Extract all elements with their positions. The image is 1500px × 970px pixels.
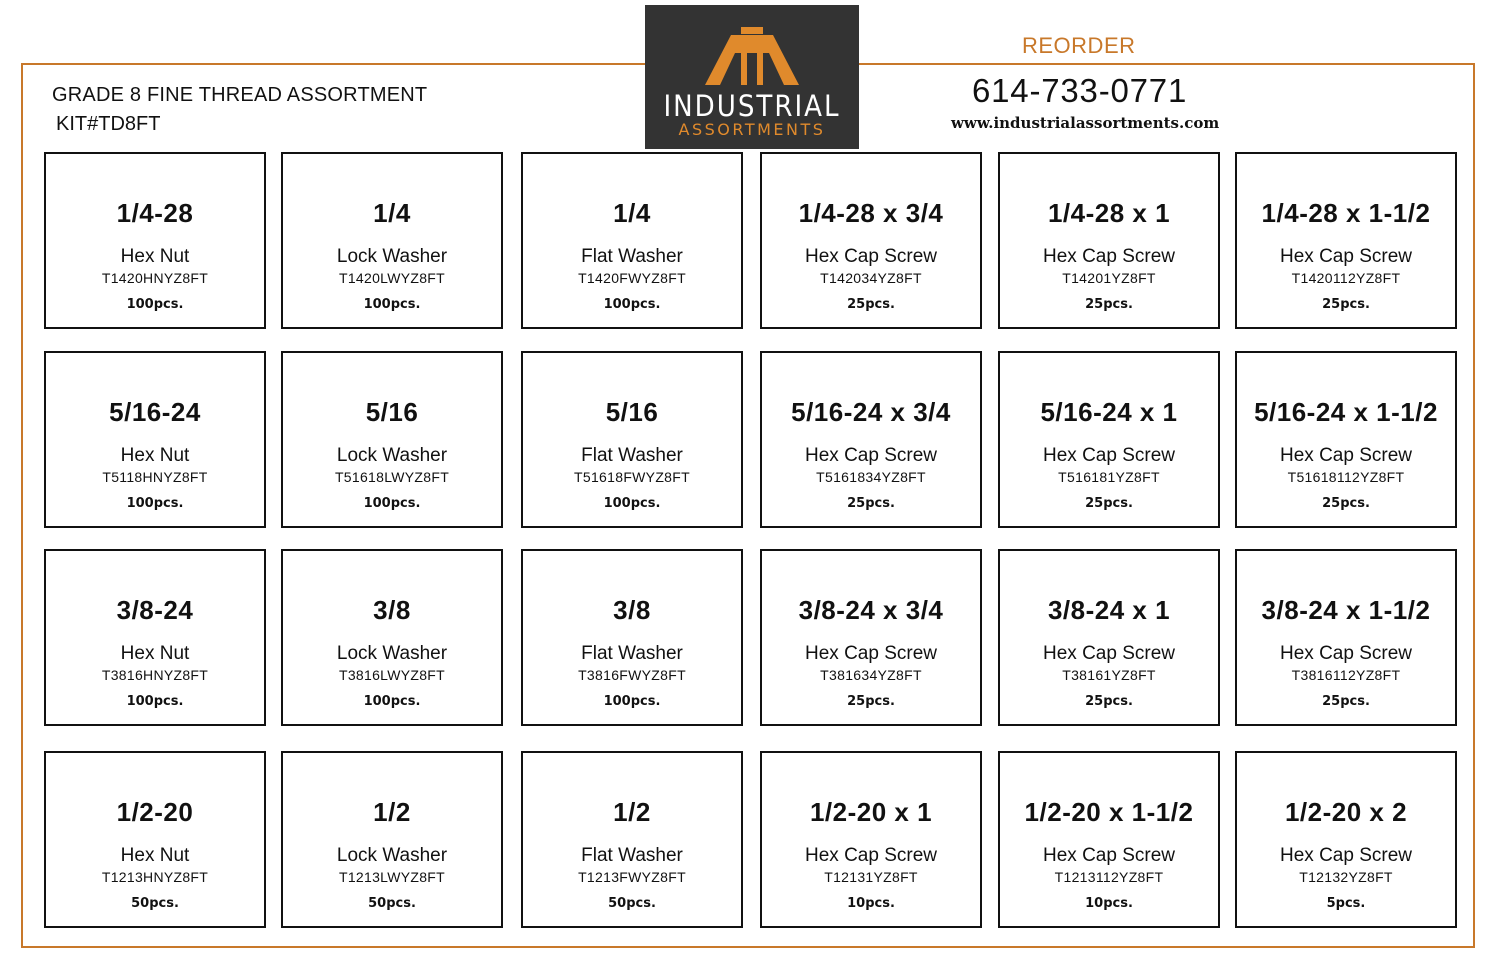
part-quantity: 25pcs. — [847, 297, 895, 312]
part-card — [44, 751, 266, 928]
part-size: 5/16-24 x 1 — [1040, 397, 1178, 427]
part-size: 1/2-20 x 1-1/2 — [1024, 797, 1194, 827]
part-quantity: 100pcs. — [363, 496, 421, 511]
part-type: Flat Washer — [581, 246, 683, 267]
part-type: Hex Cap Screw — [805, 845, 937, 866]
part-size: 5/16-24 x 3/4 — [791, 397, 951, 427]
part-quantity: 25pcs. — [1322, 297, 1370, 312]
part-size: 1/2-20 x 1 — [809, 797, 933, 827]
part-card — [998, 152, 1220, 329]
part-sku: T3816112YZ8FT — [1291, 667, 1401, 683]
part-sku: T1420HNYZ8FT — [101, 270, 209, 286]
part-type: Hex Cap Screw — [1043, 246, 1175, 267]
part-card — [1235, 351, 1457, 528]
part-card — [998, 549, 1220, 726]
part-card — [281, 751, 503, 928]
part-quantity: 100pcs. — [126, 496, 184, 511]
part-size: 1/2 — [613, 797, 651, 827]
part-quantity: 25pcs. — [1085, 496, 1133, 511]
part-card — [281, 152, 503, 329]
part-type: Hex Cap Screw — [1043, 845, 1175, 866]
part-size: 1/4 — [373, 198, 411, 228]
part-sku: T516181YZ8FT — [1058, 469, 1160, 485]
part-quantity: 25pcs. — [847, 496, 895, 511]
part-quantity: 100pcs. — [126, 297, 184, 312]
part-sku: T5161834YZ8FT — [816, 469, 926, 485]
part-sku: T12131YZ8FT — [824, 869, 918, 885]
part-quantity: 5pcs. — [1326, 896, 1366, 911]
part-type: Hex Cap Screw — [1043, 643, 1175, 664]
part-sku: T1420LWYZ8FT — [338, 270, 446, 286]
part-card — [521, 351, 743, 528]
part-type: Hex Cap Screw — [805, 643, 937, 664]
part-quantity: 100pcs. — [363, 297, 421, 312]
website-link[interactable]: www.industrialassortments.com — [951, 114, 1220, 132]
part-type: Hex Nut — [120, 845, 190, 866]
part-sku: T12132YZ8FT — [1299, 869, 1393, 885]
part-type: Flat Washer — [581, 643, 683, 664]
company-logo — [645, 5, 859, 149]
part-sku: T51618FWYZ8FT — [574, 469, 690, 485]
part-card — [760, 152, 982, 329]
part-card — [521, 152, 743, 329]
part-sku: T1213112YZ8FT — [1054, 869, 1164, 885]
part-size: 3/8-24 x 1 — [1047, 595, 1171, 625]
part-size: 1/2-20 — [116, 797, 194, 827]
part-card — [760, 751, 982, 928]
part-card — [44, 549, 266, 726]
part-size: 1/4-28 — [116, 198, 194, 228]
part-type: Lock Washer — [336, 643, 448, 664]
part-size: 5/16-24 — [109, 397, 201, 427]
part-type: Hex Nut — [120, 643, 190, 664]
part-quantity: 25pcs. — [1085, 694, 1133, 709]
part-type: Hex Nut — [120, 246, 190, 267]
part-quantity: 25pcs. — [1322, 496, 1370, 511]
part-type: Hex Cap Screw — [1280, 445, 1412, 466]
part-size: 3/8 — [373, 595, 411, 625]
part-quantity: 100pcs. — [603, 496, 661, 511]
part-type: Lock Washer — [336, 246, 448, 267]
part-quantity: 50pcs. — [368, 896, 416, 911]
page-title: GRADE 8 FINE THREAD ASSORTMENT — [52, 84, 428, 106]
part-type: Hex Cap Screw — [1043, 445, 1175, 466]
reorder-label: REORDER — [1022, 33, 1136, 58]
part-sku: T51618LWYZ8FT — [334, 469, 450, 485]
part-card — [1235, 152, 1457, 329]
part-size: 5/16 — [605, 397, 659, 427]
part-quantity: 50pcs. — [608, 896, 656, 911]
part-card — [521, 549, 743, 726]
part-sku: T1420112YZ8FT — [1291, 270, 1401, 286]
part-sku: T5118HNYZ8FT — [102, 469, 208, 485]
part-size: 3/8 — [613, 595, 651, 625]
part-card — [998, 751, 1220, 928]
part-card — [1235, 751, 1457, 928]
part-quantity: 10pcs. — [847, 896, 895, 911]
part-quantity: 100pcs. — [363, 694, 421, 709]
part-card — [44, 351, 266, 528]
part-card — [521, 751, 743, 928]
part-quantity: 50pcs. — [131, 896, 179, 911]
part-quantity: 100pcs. — [603, 694, 661, 709]
part-size: 1/4-28 x 1 — [1047, 198, 1171, 228]
part-type: Hex Cap Screw — [805, 246, 937, 267]
part-type: Hex Cap Screw — [1280, 643, 1412, 664]
part-type: Hex Cap Screw — [805, 445, 937, 466]
part-type: Lock Washer — [336, 445, 448, 466]
part-size: 1/4-28 x 3/4 — [798, 198, 944, 228]
part-card — [281, 351, 503, 528]
phone-number[interactable]: 614-733-0771 — [972, 72, 1188, 109]
logo-line-1: INDUSTRIAL — [663, 89, 841, 123]
part-type: Lock Washer — [336, 845, 448, 866]
part-sku: T51618112YZ8FT — [1287, 469, 1405, 485]
part-type: Flat Washer — [581, 845, 683, 866]
part-card — [281, 549, 503, 726]
part-card — [760, 351, 982, 528]
part-quantity: 100pcs. — [603, 297, 661, 312]
part-sku: T3816HNYZ8FT — [101, 667, 209, 683]
part-size: 1/2-20 x 2 — [1284, 797, 1408, 827]
part-size: 3/8-24 x 3/4 — [798, 595, 944, 625]
part-type: Hex Nut — [120, 445, 190, 466]
part-size: 3/8-24 — [116, 595, 194, 625]
part-sku: T1420FWYZ8FT — [578, 270, 686, 286]
part-sku: T38161YZ8FT — [1062, 667, 1156, 683]
part-size: 1/2 — [373, 797, 411, 827]
part-card — [998, 351, 1220, 528]
part-sku: T3816LWYZ8FT — [338, 667, 446, 683]
part-size: 5/16 — [365, 397, 419, 427]
part-sku: T1213LWYZ8FT — [338, 869, 446, 885]
part-card — [1235, 549, 1457, 726]
part-sku: T1213HNYZ8FT — [101, 869, 209, 885]
part-quantity: 100pcs. — [126, 694, 184, 709]
part-size: 1/4-28 x 1-1/2 — [1261, 198, 1431, 228]
part-quantity: 25pcs. — [1085, 297, 1133, 312]
part-quantity: 25pcs. — [1322, 694, 1370, 709]
part-size: 1/4 — [613, 198, 651, 228]
part-sku: T1213FWYZ8FT — [578, 869, 686, 885]
logo-line-2: ASSORTMENTS — [678, 120, 826, 139]
part-sku: T381634YZ8FT — [820, 667, 922, 683]
kit-number: KIT#TD8FT — [56, 113, 161, 135]
part-sku: T3816FWYZ8FT — [578, 667, 686, 683]
part-size: 3/8-24 x 1-1/2 — [1261, 595, 1431, 625]
part-type: Flat Washer — [581, 445, 683, 466]
part-quantity: 10pcs. — [1085, 896, 1133, 911]
part-card — [760, 549, 982, 726]
part-card — [44, 152, 266, 329]
part-sku: T142034YZ8FT — [820, 270, 922, 286]
part-quantity: 25pcs. — [847, 694, 895, 709]
part-type: Hex Cap Screw — [1280, 845, 1412, 866]
part-type: Hex Cap Screw — [1280, 246, 1412, 267]
part-size: 5/16-24 x 1-1/2 — [1254, 397, 1438, 427]
part-sku: T14201YZ8FT — [1062, 270, 1156, 286]
